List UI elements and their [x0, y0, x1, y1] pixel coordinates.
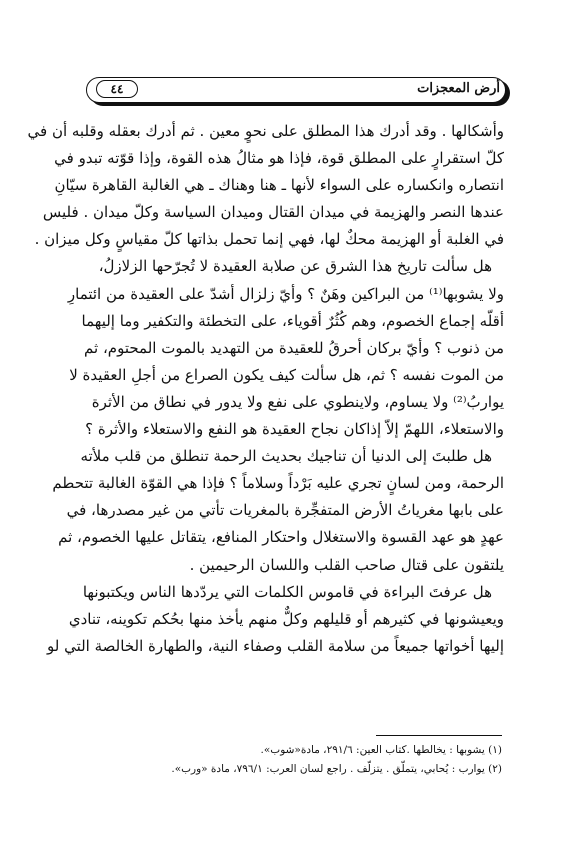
text-line: إليها أخواتها جميعاً من سلامة القلب وصفاء النية، والطهارة الخالصة التي لو: [47, 636, 504, 655]
paragraph-start-line: هل سألت تاريخ هذا الشرق عن صلابة العقيدة لا تُجرّحها الزلازلُ،: [98, 257, 492, 276]
text-line: عندها النصر والهزيمة في ميدان القتال وميدان السياسة وكلّ ميدان . فليس: [42, 203, 504, 222]
text-line: ويعيشونها في كثيرهم أو قليلهم وكلٌّ منهم يأخذ منها بحُكم تكوينه، تنادي: [68, 609, 504, 628]
running-header: [86, 77, 516, 105]
footnote-2: (٢) يوارب : يُحابي، يتملّق . يتزلّف . راجع لسان العرب: ٧٩٦/١، مادة «ورب».: [171, 763, 502, 775]
text-line: كلّ استقرارٍ على المطلق قوة، فإذا هو مثالُ هذه القوة، وإذا قوّته تبدو في: [54, 149, 504, 168]
page-number: ٤٤: [96, 80, 138, 98]
paragraph-start-line: هل طلبتَ إلى الدنيا أن تناجيك بحديث الرحمة تنطلق من قلب ملأته: [80, 447, 492, 466]
text-line: وأشكالها . وقد أدرك هذا المطلق على نحوٍ معين . ثم أدرك بعقله وقلبه أن في: [27, 122, 504, 140]
text-line: في الغلبة أو الهزيمة محكٌ لها، فهي إنما تحمل بذاتها كلّ مقياسٍ وكل ميزان .: [34, 230, 504, 249]
paragraph-start-line: هل عرفتَ البراءة في قاموس الكلمات التي يردّدها الناس ويكتبونها: [82, 582, 492, 601]
text-line: عهدٍ هو عهد القسوة والاستغلال واحتكار المنافع، يتقاتل عليها الخصوم، ثم: [58, 528, 504, 547]
running-title: أرض المعجزات: [417, 81, 500, 96]
text-line: والاستعلاء، اللهمّ إلاّ إذاكان نجاح العقيدة هو النفع والاستعلاء والأثرة ؟: [85, 420, 504, 439]
text-line: من ذنوب ؟ وأيّ بركان أحرقُ للعقيدة من التهديد بالموت المحتوم، ثم: [84, 338, 504, 357]
text-line: يواربُ⁽²⁾ ولا يساوم، ولاينطوي على نفع ولا يدور في نطاق من الأثرة: [91, 392, 504, 411]
footnote-1: (١) يشوبها : يخالطها .كتاب العين: ٢٩١/٦، مادة«شوب».: [260, 744, 502, 756]
footnotes: [171, 741, 502, 779]
text-line: على بابها مغرياتُ الأرض المتفجِّرة بالمغريات تأتي من غير مصدرها، في: [66, 501, 504, 520]
body-text: [27, 118, 504, 660]
text-line: الرحمة، ومن لسانٍ تجري عليه بَرْداً وسلاماً ؟ فإذا هي القوّة الغالبة تتحطم: [52, 474, 504, 493]
text-line: ولا يشوبها⁽¹⁾ من البراكين وهَنٌ ؟ وأيّ زلزال أشدّ على العقيدة من ائتمارِ: [67, 284, 504, 303]
text-line: أقلّه إجماع الخصوم، وهم كُثُرٌ أقوياء، على التخطئة والتكفير وما إليهما: [81, 311, 504, 330]
footnote-divider: [376, 735, 502, 736]
text-line: من الموت نفسه ؟ ثم، هل سألت كيف يكون الصراع من أجلِ العقيدة لا: [69, 365, 504, 384]
text-line: يلتقون على قتال صاحب القلب واللسان الرحيمين .: [189, 555, 504, 574]
text-line: انتصاره وانكساره على السواء لأنها ـ هنا وهناك ـ هي الغالبة القاهرة سيّانِ: [54, 176, 504, 195]
